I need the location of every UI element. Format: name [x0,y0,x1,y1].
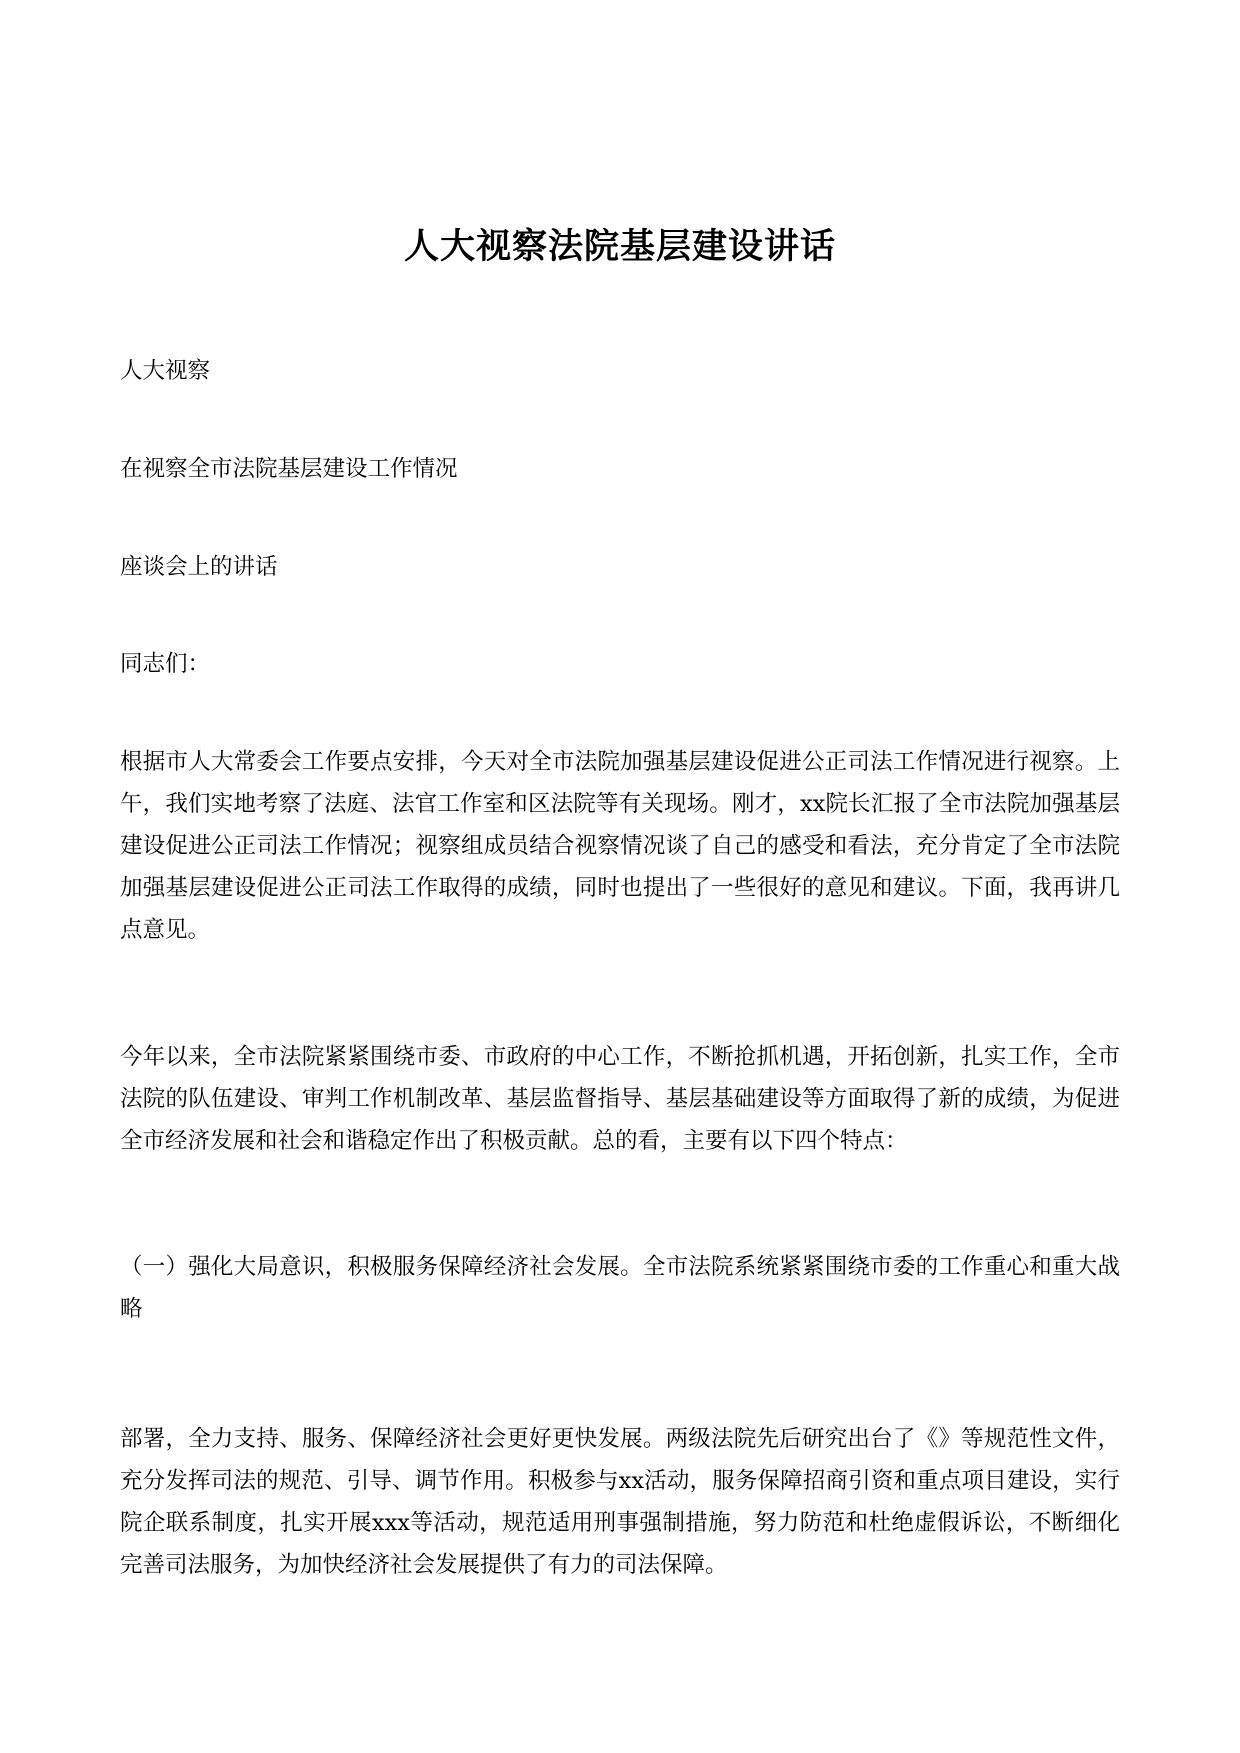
greeting: 同志们： [120,651,211,677]
body-paragraph-4: 部署，全力支持、服务、保障经济社会更好更快发展。两级法院先后研究出台了《》等规范性文件，充分发挥司法的规范、引导、调节作用。积极参与xx活动，服务保障招商引资和重点项目建设，实行院企联系制度，扎实开展xxx等活动，规范适用刑事强制措施，努力防范和杜绝虚假诉讼，不断细化完善司法服务，为加快经济社会发展提供了有力的司法保障。 [120,1426,1120,1578]
body-paragraph-3: （一）强化大局意识，积极服务保障经济社会发展。全市法院系统紧紧围绕市委的工作重心和重大战略 [120,1254,1120,1322]
body-paragraph-2: 今年以来，全市法院紧紧围绕市委、市政府的中心工作，不断抢抓机遇，开拓创新，扎实工作，全市法院的队伍建设、审判工作机制改革、基层监督指导、基层基础建设等方面取得了新的成绩，为促进全市经济发展和社会和谐稳定作出了积极贡献。总的看，主要有以下四个特点： [120,1044,1120,1154]
heading-line-3: 座谈会上的讲话 [120,554,278,580]
body-paragraph-1: 根据市人大常委会工作要点安排，今天对全市法院加强基层建设促进公正司法工作情况进行视察。上午，我们实地考察了法庭、法官工作室和区法院等有关现场。刚才，xx院长汇报了全市法院加强基层建设促进公正司法工作情况；视察组成员结合视察情况谈了自己的感受和看法，充分肯定了全市法院加强基层建设促进公正司法工作取得的成绩，同时也提出了一些很好的意见和建议。下面，我再讲几点意见。 [120,749,1120,943]
heading-line-2: 在视察全市法院基层建设工作情况 [120,456,458,482]
heading-line-1: 人大视察 [120,358,211,384]
document-title: 人大视察法院基层建设讲话 [403,226,836,267]
